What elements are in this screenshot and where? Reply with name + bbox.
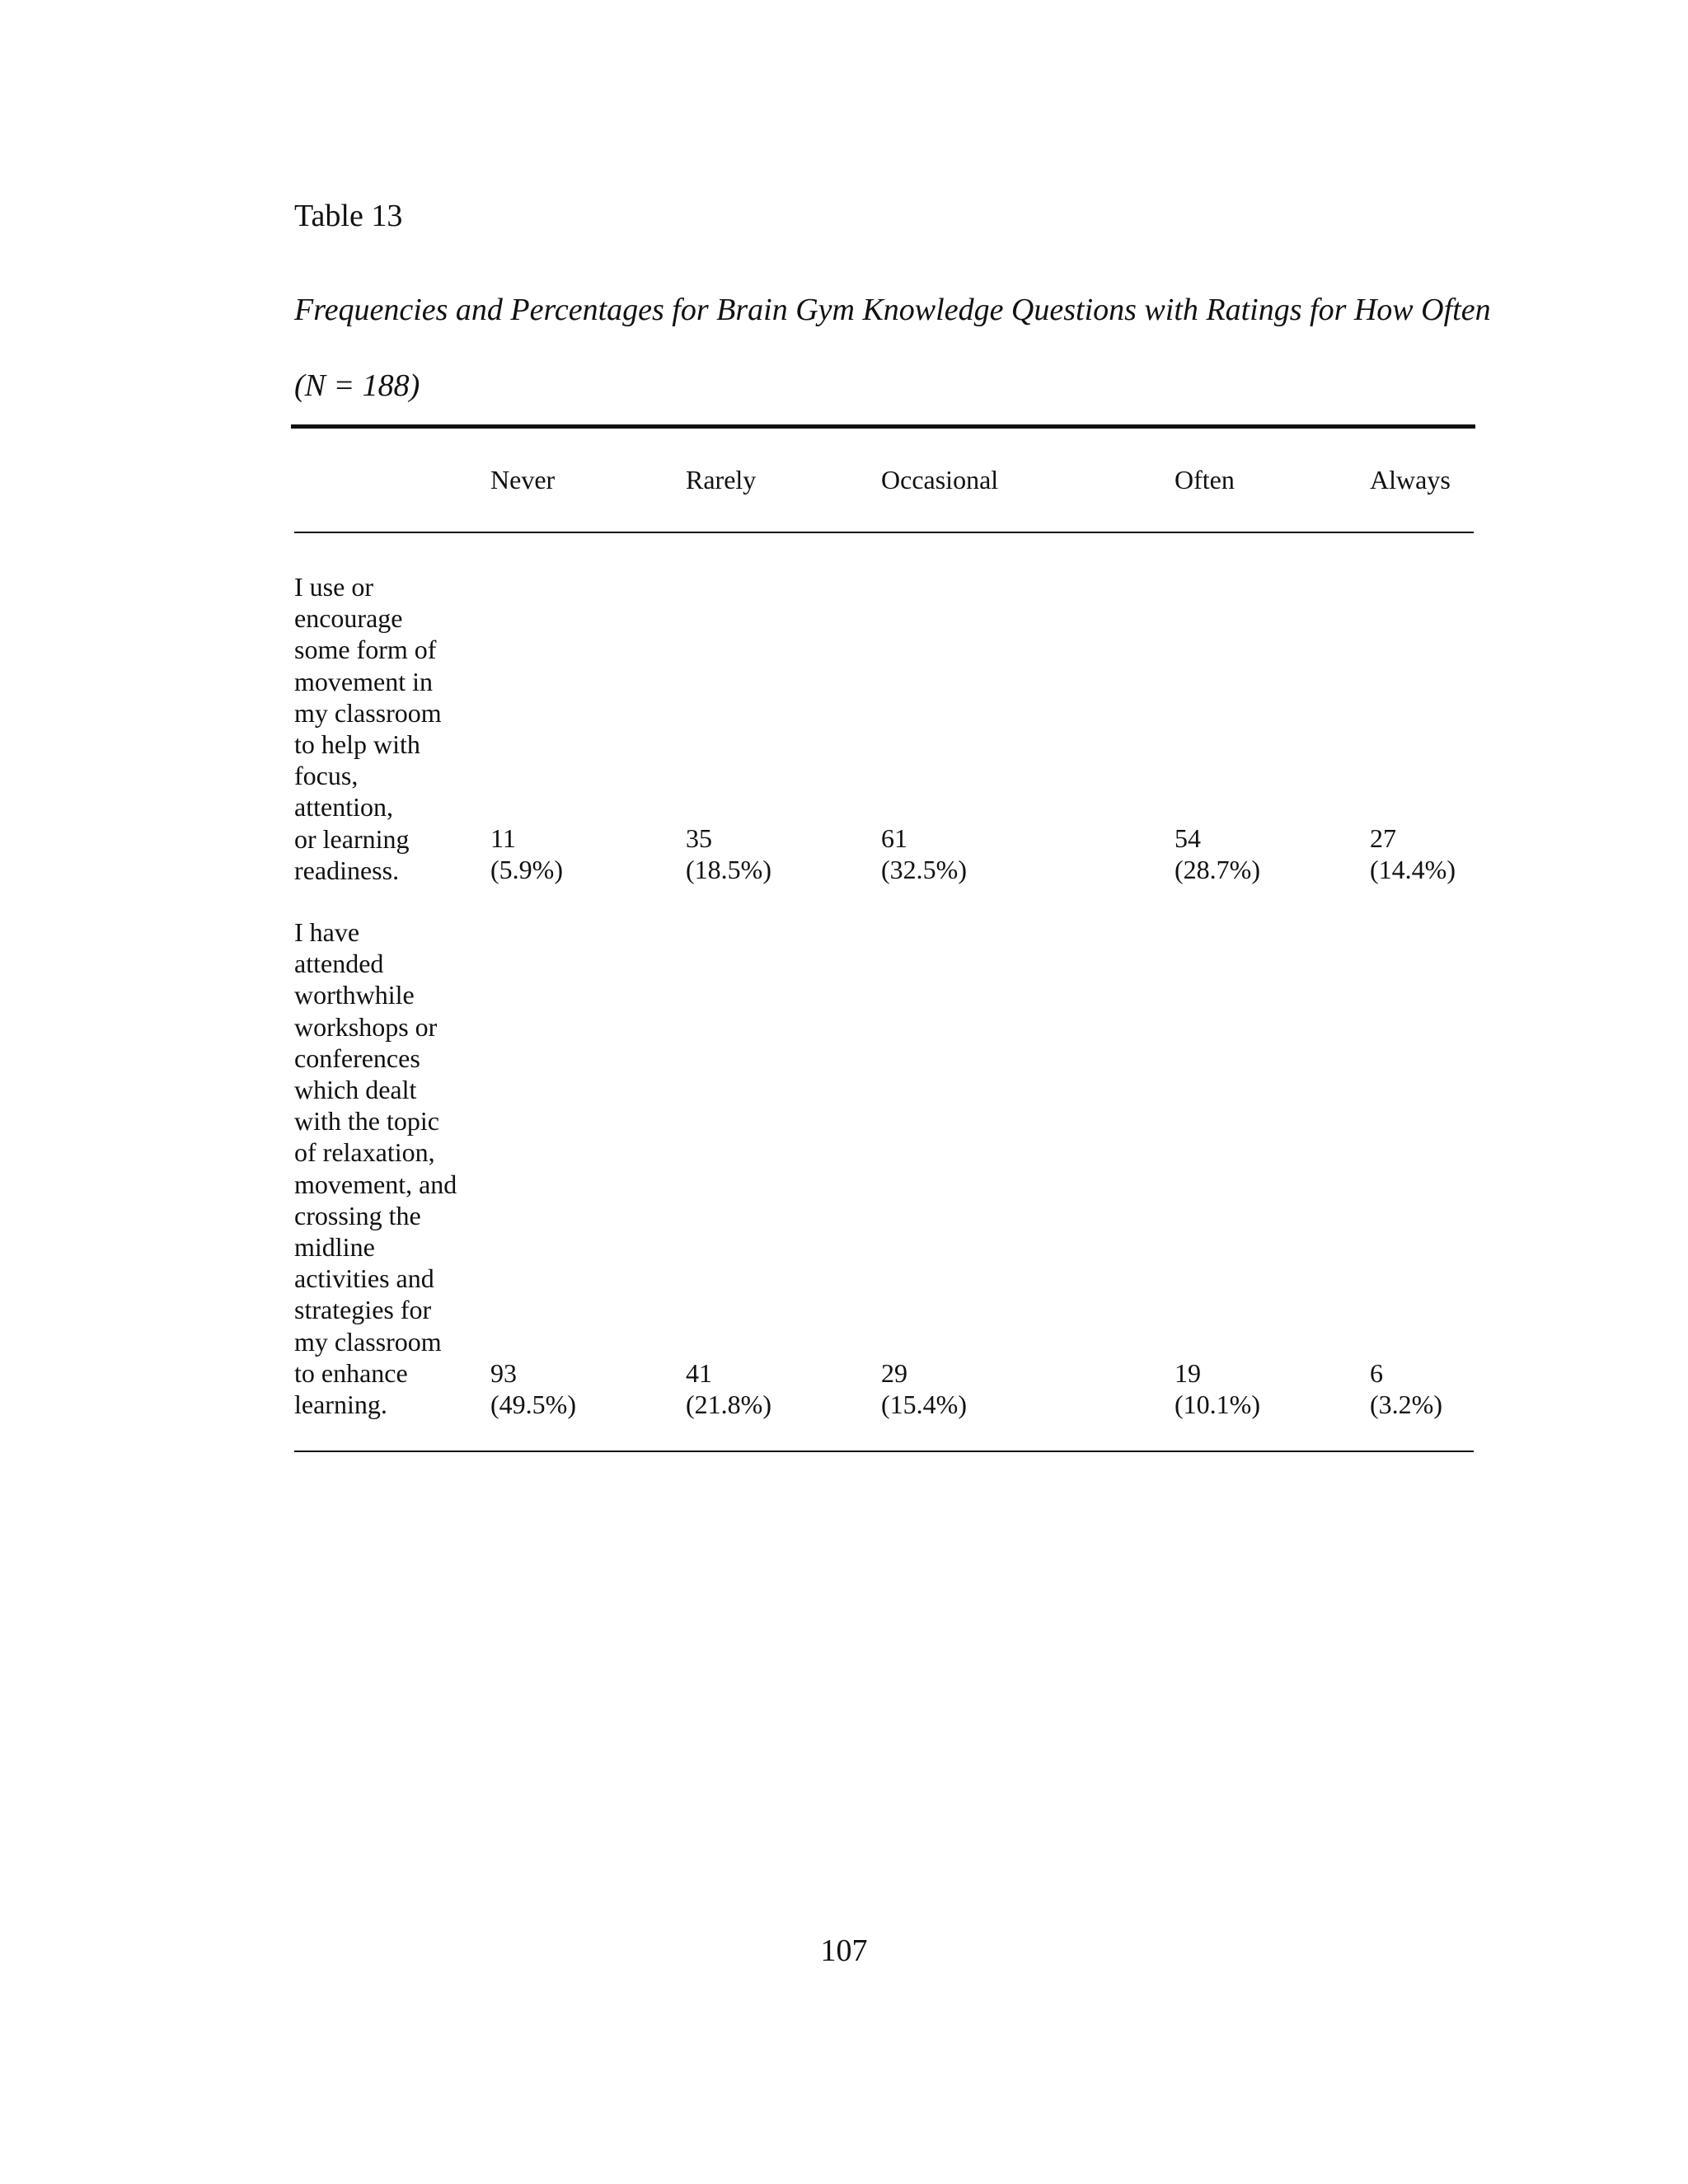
cell-percent: (3.2%) — [1370, 1390, 1442, 1420]
cell-percent: (18.5%) — [686, 855, 771, 885]
row-question-movement: I use or encourage some form of movement in my classroom to help with focus, attention, or learning readiness. — [294, 572, 442, 885]
cell-count: 54 — [1175, 823, 1201, 853]
table-cell — [881, 823, 967, 885]
table-top-rule — [291, 424, 1475, 429]
table-cell — [1175, 823, 1260, 885]
cell-percent: (32.5%) — [881, 855, 967, 885]
table-caption: Frequencies and Percentages for Brain Gym Knowledge Questions with Ratings for How Often (N = 188) — [294, 293, 1491, 403]
cell-count: 6 — [1370, 1358, 1383, 1388]
cell-count: 19 — [1175, 1358, 1201, 1388]
table-cell — [490, 1357, 576, 1420]
cell-percent: (10.1%) — [1175, 1390, 1260, 1420]
table-header-rule — [294, 532, 1474, 533]
cell-count: 61 — [881, 823, 907, 853]
table-bottom-rule — [294, 1451, 1474, 1452]
table-cell — [686, 823, 771, 885]
table-cell — [881, 1357, 967, 1420]
table-cell — [686, 1357, 771, 1420]
column-header-occasional: Occasional — [881, 465, 999, 494]
table-cell — [1370, 1357, 1442, 1420]
column-header-never: Never — [490, 465, 556, 494]
column-header-always: Always — [1370, 465, 1451, 494]
cell-percent: (21.8%) — [686, 1390, 771, 1420]
row-question-workshops: I have attended worthwhile workshops or conferences which dealt with the topic of relaxation, movement, and crossing the midline activities and strategies for my classroom to enhance learning. — [294, 917, 457, 1420]
cell-count: 11 — [490, 823, 516, 853]
table-cell — [1175, 1357, 1260, 1420]
table-label: Table 13 — [294, 199, 403, 233]
cell-percent: (5.9%) — [490, 855, 563, 885]
table-cell — [490, 823, 563, 885]
page-number: 107 — [820, 1933, 868, 1968]
cell-count: 35 — [686, 823, 712, 853]
table-cell — [1370, 823, 1456, 885]
cell-percent: (15.4%) — [881, 1390, 967, 1420]
column-header-rarely: Rarely — [686, 465, 757, 494]
cell-percent: (28.7%) — [1175, 855, 1260, 885]
cell-count: 93 — [490, 1358, 517, 1388]
cell-count: 27 — [1370, 823, 1396, 853]
cell-count: 29 — [881, 1358, 907, 1388]
cell-percent: (14.4%) — [1370, 855, 1456, 885]
cell-percent: (49.5%) — [490, 1390, 576, 1420]
column-header-often: Often — [1175, 465, 1235, 494]
cell-count: 41 — [686, 1358, 712, 1388]
